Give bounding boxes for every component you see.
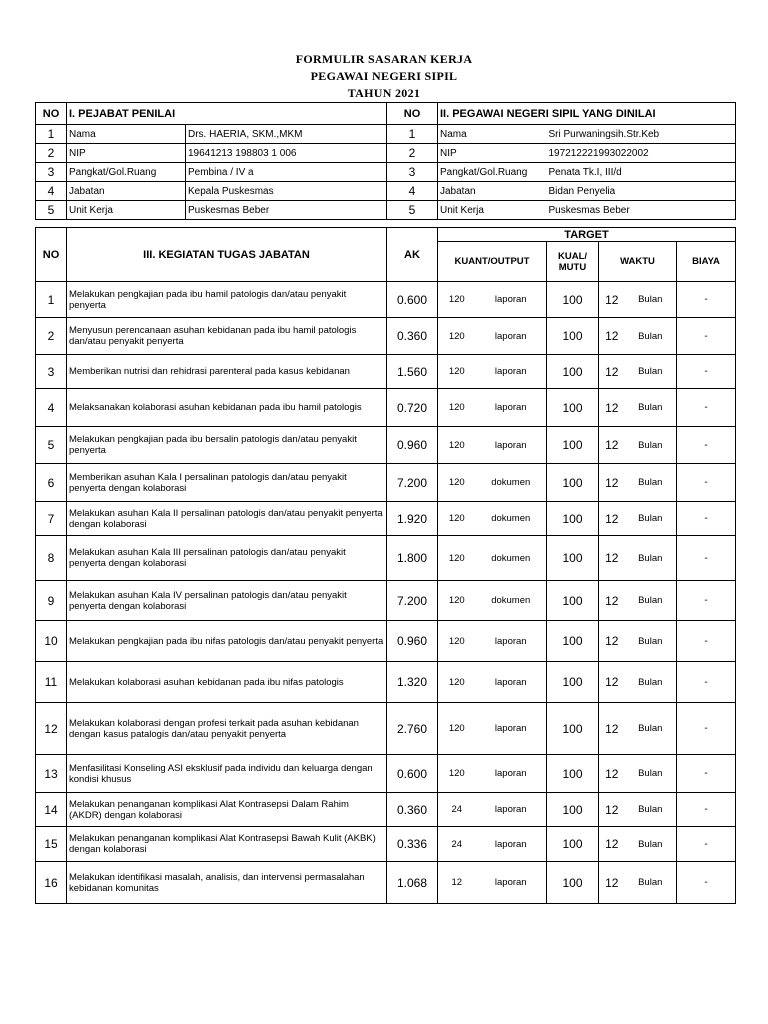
row-time-unit: Bulan — [625, 581, 677, 621]
row-unit: dokumen — [476, 464, 547, 502]
header-row-no: 2 — [36, 144, 67, 163]
row-unit: laporan — [476, 621, 547, 662]
row-time: 12 — [599, 581, 625, 621]
row-activity: Melaksanakan kolaborasi asuhan kebidanan pada ibu hamil patologis — [67, 389, 387, 427]
row-activity: Memberikan asuhan Kala I persalinan patologis dan/atau penyakit penyerta dengan kolaborasi — [67, 464, 387, 502]
row-biaya: - — [677, 755, 736, 793]
row-biaya: - — [677, 464, 736, 502]
table-row — [36, 793, 736, 827]
row-unit: laporan — [476, 427, 547, 464]
header-table — [35, 102, 736, 220]
activity-table — [35, 227, 736, 904]
row-time: 12 — [599, 282, 625, 318]
row-time-unit: Bulan — [625, 427, 677, 464]
row-ak: 0.960 — [387, 427, 438, 464]
header-row-label: Jabatan — [438, 182, 547, 201]
row-qty: 120 — [438, 662, 476, 703]
row-time-unit: Bulan — [625, 355, 677, 389]
table-row — [36, 536, 736, 581]
table-row — [36, 318, 736, 355]
header-row — [36, 125, 736, 144]
header-row — [36, 144, 736, 163]
row-qty: 120 — [438, 427, 476, 464]
form-subtitle: PEGAWAI NEGERI SIPIL — [310, 69, 458, 83]
row-activity: Memberikan nutrisi dan rehidrasi parenteral pada kasus kebidanan — [67, 355, 387, 389]
header-row-value: Sri Purwaningsih.Str.Keb — [547, 125, 736, 144]
row-ak: 0.720 — [387, 389, 438, 427]
row-mutu: 100 — [547, 827, 599, 862]
row-unit: dokumen — [476, 536, 547, 581]
table-row — [36, 282, 736, 318]
row-mutu: 100 — [547, 755, 599, 793]
row-qty: 24 — [438, 827, 476, 862]
row-biaya: - — [677, 318, 736, 355]
row-qty: 120 — [438, 318, 476, 355]
row-ak: 0.336 — [387, 827, 438, 862]
row-no: 8 — [36, 536, 67, 581]
row-ak: 0.960 — [387, 621, 438, 662]
header-row-value: Drs. HAERIA, SKM.,MKM — [186, 125, 387, 144]
section-pejabat-penilai: I. PEJABAT PENILAI — [67, 103, 387, 125]
row-ak: 0.360 — [387, 318, 438, 355]
row-no: 12 — [36, 703, 67, 755]
row-activity: Melakukan pengkajian pada ibu nifas patologis dan/atau penyakit penyerta — [67, 621, 387, 662]
table-row — [36, 703, 736, 755]
row-mutu: 100 — [547, 355, 599, 389]
row-time-unit: Bulan — [625, 793, 677, 827]
row-no: 6 — [36, 464, 67, 502]
row-qty: 24 — [438, 793, 476, 827]
row-activity: Melakukan kolaborasi dengan profesi terkait pada asuhan kebidanan dengan kasus patalogis dan/atau penyakit penyerta — [67, 703, 387, 755]
row-ak: 0.600 — [387, 282, 438, 318]
row-no: 7 — [36, 502, 67, 536]
row-biaya: - — [677, 793, 736, 827]
row-biaya: - — [677, 862, 736, 904]
row-biaya: - — [677, 427, 736, 464]
row-time-unit: Bulan — [625, 755, 677, 793]
row-time: 12 — [599, 502, 625, 536]
row-activity: Melakukan kolaborasi asuhan kebidanan pada ibu nifas patologis — [67, 662, 387, 703]
table-row — [36, 389, 736, 427]
row-time: 12 — [599, 355, 625, 389]
header-row-label: Nama — [67, 125, 186, 144]
row-time-unit: Bulan — [625, 502, 677, 536]
row-time: 12 — [599, 703, 625, 755]
row-ak: 1.560 — [387, 355, 438, 389]
row-biaya: - — [677, 389, 736, 427]
row-no: 4 — [36, 389, 67, 427]
row-time: 12 — [599, 536, 625, 581]
table-row — [36, 755, 736, 793]
row-unit: dokumen — [476, 502, 547, 536]
row-ak: 2.760 — [387, 703, 438, 755]
row-unit: laporan — [476, 282, 547, 318]
col-kuant-header: KUANT/OUTPUT — [438, 242, 547, 282]
row-activity: Melakukan pengkajian pada ibu bersalin patologis dan/atau penyakit penyerta — [67, 427, 387, 464]
row-activity: Menyusun perencanaan asuhan kebidanan pada ibu hamil patologis dan/atau penyakit penyerta — [67, 318, 387, 355]
row-qty: 120 — [438, 621, 476, 662]
col-waktu-header: WAKTU — [599, 242, 677, 282]
row-qty: 120 — [438, 581, 476, 621]
row-time: 12 — [599, 389, 625, 427]
header-row — [36, 201, 736, 220]
table-row — [36, 662, 736, 703]
table-row — [36, 862, 736, 904]
row-unit: laporan — [476, 755, 547, 793]
row-unit: laporan — [476, 389, 547, 427]
row-activity: Melakukan pengkajian pada ibu hamil patologis dan/atau penyakit penyerta — [67, 282, 387, 318]
row-unit: laporan — [476, 662, 547, 703]
col-no-header: NO — [36, 228, 67, 282]
row-biaya: - — [677, 581, 736, 621]
row-activity: Melakukan identifikasi masalah, analisis, dan intervensi permasalahan kebidanan komunitas — [67, 862, 387, 904]
col-ak-header: AK — [387, 228, 438, 282]
row-ak: 7.200 — [387, 581, 438, 621]
row-no: 15 — [36, 827, 67, 862]
row-qty: 120 — [438, 755, 476, 793]
row-time-unit: Bulan — [625, 662, 677, 703]
row-mutu: 100 — [547, 318, 599, 355]
row-time-unit: Bulan — [625, 536, 677, 581]
row-mutu: 100 — [547, 581, 599, 621]
col-kual-header: KUAL/ MUTU — [547, 242, 599, 282]
header-row-label: Unit Kerja — [67, 201, 186, 220]
row-biaya: - — [677, 703, 736, 755]
row-unit: laporan — [476, 862, 547, 904]
header-row-no: 4 — [36, 182, 67, 201]
header-row — [36, 163, 736, 182]
row-time-unit: Bulan — [625, 318, 677, 355]
row-unit: laporan — [476, 827, 547, 862]
row-qty: 120 — [438, 703, 476, 755]
row-time: 12 — [599, 862, 625, 904]
row-time: 12 — [599, 827, 625, 862]
row-ak: 7.200 — [387, 464, 438, 502]
row-activity: Melakukan penanganan komplikasi Alat Kontrasepsi Bawah Kulit (AKBK) dengan kolaborasi — [67, 827, 387, 862]
table-row — [36, 581, 736, 621]
header-row-value: Puskesmas Beber — [186, 201, 387, 220]
row-time-unit: Bulan — [625, 389, 677, 427]
table-row — [36, 355, 736, 389]
row-unit: laporan — [476, 703, 547, 755]
row-activity: Melakukan asuhan Kala III persalinan patologis dan/atau penyakit penyerta dengan kolaborasi — [67, 536, 387, 581]
row-biaya: - — [677, 282, 736, 318]
row-activity: Melakukan asuhan Kala IV persalinan patologis dan/atau penyakit penyerta dengan kolaborasi — [67, 581, 387, 621]
row-qty: 12 — [438, 862, 476, 904]
header-row-no: 2 — [387, 144, 438, 163]
header-row-no: 5 — [387, 201, 438, 220]
header-row-label: Unit Kerja — [438, 201, 547, 220]
header-row-no: 5 — [36, 201, 67, 220]
col-biaya-header: BIAYA — [677, 242, 736, 282]
row-no: 9 — [36, 581, 67, 621]
row-mutu: 100 — [547, 502, 599, 536]
row-ak: 0.360 — [387, 793, 438, 827]
row-no: 16 — [36, 862, 67, 904]
header-row-label: Nama — [438, 125, 547, 144]
row-time: 12 — [599, 427, 625, 464]
row-unit: laporan — [476, 793, 547, 827]
table-row — [36, 502, 736, 536]
form-title: FORMULIR SASARAN KERJA — [295, 52, 473, 66]
row-biaya: - — [677, 662, 736, 703]
row-ak: 1.320 — [387, 662, 438, 703]
row-time-unit: Bulan — [625, 862, 677, 904]
col-target-header: TARGET — [438, 228, 736, 242]
row-activity: Melakukan asuhan Kala II persalinan patologis dan/atau penyakit penyerta dengan kolaborasi — [67, 502, 387, 536]
row-time-unit: Bulan — [625, 282, 677, 318]
row-qty: 120 — [438, 464, 476, 502]
row-mutu: 100 — [547, 427, 599, 464]
row-mutu: 100 — [547, 621, 599, 662]
row-unit: laporan — [476, 318, 547, 355]
row-mutu: 100 — [547, 662, 599, 703]
row-qty: 120 — [438, 389, 476, 427]
row-mutu: 100 — [547, 464, 599, 502]
row-mutu: 100 — [547, 862, 599, 904]
row-no: 10 — [36, 621, 67, 662]
row-time: 12 — [599, 621, 625, 662]
row-ak: 1.800 — [387, 536, 438, 581]
row-activity: Menfasilitasi Konseling ASI eksklusif pada individu dan keluarga dengan kondisi khusus — [67, 755, 387, 793]
row-time: 12 — [599, 662, 625, 703]
header-row — [36, 182, 736, 201]
header-row-no: 1 — [387, 125, 438, 144]
row-mutu: 100 — [547, 536, 599, 581]
header-no-left: NO — [36, 103, 67, 125]
form-year: TAHUN 2021 — [347, 86, 421, 100]
row-time: 12 — [599, 318, 625, 355]
header-row-value: Kepala Puskesmas — [186, 182, 387, 201]
table-row — [36, 464, 736, 502]
header-row-value: Pembina / IV a — [186, 163, 387, 182]
row-biaya: - — [677, 355, 736, 389]
row-time-unit: Bulan — [625, 621, 677, 662]
row-unit: laporan — [476, 355, 547, 389]
row-qty: 120 — [438, 282, 476, 318]
row-time: 12 — [599, 755, 625, 793]
row-no: 14 — [36, 793, 67, 827]
header-row-label: NIP — [67, 144, 186, 163]
row-ak: 0.600 — [387, 755, 438, 793]
row-mutu: 100 — [547, 389, 599, 427]
header-row-value: 19641213 198803 1 006 — [186, 144, 387, 163]
row-unit: dokumen — [476, 581, 547, 621]
row-time-unit: Bulan — [625, 464, 677, 502]
row-no: 3 — [36, 355, 67, 389]
header-row-no: 1 — [36, 125, 67, 144]
header-row-value: Puskesmas Beber — [547, 201, 736, 220]
table-row — [36, 621, 736, 662]
header-row-value: Penata Tk.I, III/d — [547, 163, 736, 182]
row-time: 12 — [599, 793, 625, 827]
row-time-unit: Bulan — [625, 827, 677, 862]
row-biaya: - — [677, 827, 736, 862]
row-biaya: - — [677, 536, 736, 581]
row-biaya: - — [677, 621, 736, 662]
row-no: 2 — [36, 318, 67, 355]
row-ak: 1.068 — [387, 862, 438, 904]
row-qty: 120 — [438, 536, 476, 581]
row-no: 11 — [36, 662, 67, 703]
row-ak: 1.920 — [387, 502, 438, 536]
row-mutu: 100 — [547, 703, 599, 755]
header-row-no: 4 — [387, 182, 438, 201]
row-activity: Melakukan penanganan komplikasi Alat Kontrasepsi Dalam Rahim (AKDR) dengan kolaborasi — [67, 793, 387, 827]
header-row-value: 197212221993022002 — [547, 144, 736, 163]
header-row-value: Bidan Penyelia — [547, 182, 736, 201]
section-pns-dinilai: II. PEGAWAI NEGERI SIPIL YANG DINILAI — [438, 103, 736, 125]
row-no: 5 — [36, 427, 67, 464]
header-row-label: Jabatan — [67, 182, 186, 201]
table-row — [36, 827, 736, 862]
row-biaya: - — [677, 502, 736, 536]
header-no-right: NO — [387, 103, 438, 125]
row-time: 12 — [599, 464, 625, 502]
header-row-no: 3 — [387, 163, 438, 182]
header-row-label: NIP — [438, 144, 547, 163]
row-qty: 120 — [438, 355, 476, 389]
header-row-label: Pangkat/Gol.Ruang — [67, 163, 186, 182]
row-no: 1 — [36, 282, 67, 318]
row-time-unit: Bulan — [625, 703, 677, 755]
table-row — [36, 427, 736, 464]
row-mutu: 100 — [547, 282, 599, 318]
row-qty: 120 — [438, 502, 476, 536]
row-mutu: 100 — [547, 793, 599, 827]
header-row-no: 3 — [36, 163, 67, 182]
col-activity-header: III. KEGIATAN TUGAS JABATAN — [67, 228, 387, 282]
row-no: 13 — [36, 755, 67, 793]
header-row-label: Pangkat/Gol.Ruang — [438, 163, 547, 182]
